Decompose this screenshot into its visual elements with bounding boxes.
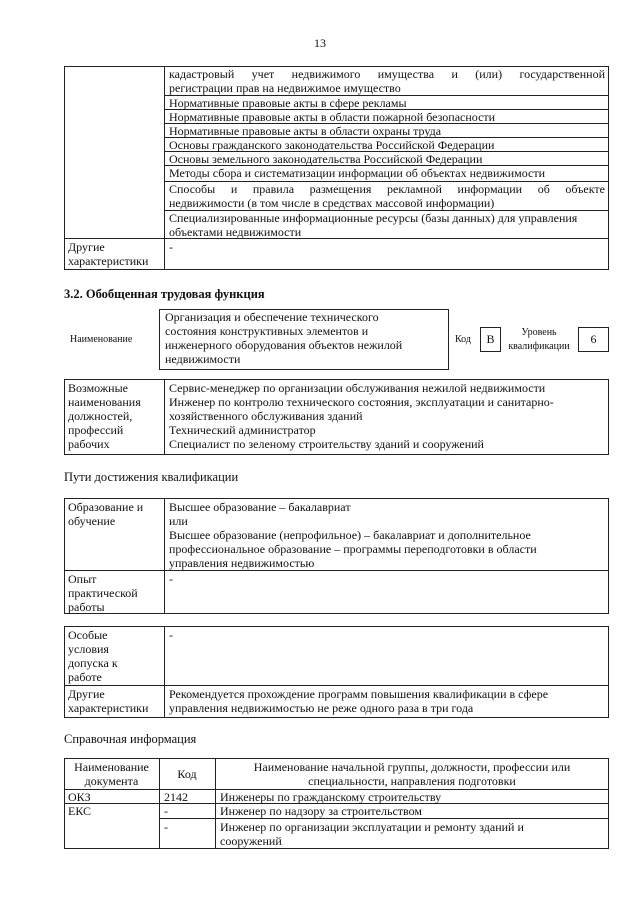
header-name: специальности, направления подготовки: [308, 774, 516, 788]
positions-label: профессий: [68, 423, 124, 437]
experience-label: Опыт: [68, 572, 97, 586]
qualification-paths-title: Пути достижения квалификации: [64, 470, 239, 484]
header-code: Код: [177, 767, 197, 781]
name-label: Наименование: [70, 334, 133, 345]
position-item: Специалист по зеленому строительству зданий и сооружений: [169, 437, 484, 451]
admission-label: допуска к: [68, 656, 118, 670]
education-line: Высшее образование (непрофильное) – бакалавриат и дополнительное: [169, 528, 531, 542]
level-label: Уровень: [521, 327, 557, 338]
header-name: Наименование начальной группы, должности, профессии или: [253, 760, 571, 774]
reference-title: Справочная информация: [64, 732, 197, 746]
other-characteristics-label: характеристики: [68, 701, 149, 715]
function-name-line: инженерного оборудования объектов нежилой: [165, 338, 403, 352]
code-value: B: [480, 327, 501, 352]
level-label: квалификации: [508, 341, 570, 352]
education-label: Образование и: [68, 500, 144, 514]
code-label: Код: [455, 334, 471, 345]
admission-label: условия: [68, 642, 109, 656]
row-document: ОКЗ: [68, 790, 91, 804]
function-name-line: недвижимости: [165, 352, 241, 366]
positions-label: должностей,: [68, 409, 133, 423]
experience-label: работы: [68, 600, 105, 614]
position-item: хозяйственного обслуживания зданий: [169, 409, 363, 423]
knowledge-item: кадастровый учет недвижимого имущества и (или) государственной: [169, 67, 605, 81]
row-code: 2142: [164, 790, 188, 804]
row-code: -: [164, 820, 168, 834]
education-line: или: [169, 514, 188, 528]
knowledge-item: Нормативные правовые акты в области пожарной безопасности: [169, 110, 496, 124]
other-characteristics-value: Рекомендуется прохождение программ повышения квалификации в сфере: [169, 687, 549, 701]
knowledge-item: Нормативные правовые акты в сфере рекламы: [169, 96, 407, 110]
education-label: обучение: [68, 514, 116, 528]
education-line: Высшее образование – бакалавриат: [169, 500, 351, 514]
knowledge-item: Способы и правила размещения рекламной информации об объекте: [169, 182, 605, 196]
header-document: документа: [84, 774, 139, 788]
position-item: Технический администратор: [169, 423, 316, 437]
header-document: Наименование: [74, 760, 149, 774]
other-characteristics-label: характеристики: [68, 254, 149, 268]
row-document: ЕКС: [68, 804, 92, 818]
row-name: сооружений: [220, 834, 282, 848]
knowledge-item: недвижимости (в том числе в средствах массовой информации): [169, 196, 495, 210]
admission-value: -: [169, 628, 173, 642]
position-item: Инженер по контролю технического состояния, эксплуатации и санитарно-: [169, 395, 554, 409]
other-characteristics-value: управления недвижимостью не реже одного раза в три года: [169, 701, 474, 715]
experience-label: практической: [68, 586, 138, 600]
positions-label: рабочих: [68, 437, 110, 451]
knowledge-item: Специализированные информационные ресурсы (базы данных) для управления: [169, 211, 578, 225]
level-value: 6: [578, 327, 609, 352]
knowledge-item: Основы гражданского законодательства Российской Федерации: [169, 138, 495, 152]
education-line: профессиональное образование – программы переподготовки в области: [169, 542, 537, 556]
row-name: Инженер по надзору за строительством: [220, 804, 422, 818]
function-name-line: состояния конструктивных элементов и: [165, 324, 369, 338]
other-characteristics-label: Другие: [68, 240, 105, 254]
admission-label: Особые: [68, 628, 108, 642]
page-number: 13: [314, 36, 326, 50]
positions-label: Возможные: [68, 381, 128, 395]
function-name-line: Организация и обеспечение технического: [165, 310, 379, 324]
admission-label: работе: [68, 670, 102, 684]
row-name: Инженер по организации эксплуатации и ремонту зданий и: [220, 820, 524, 834]
education-line: управления недвижимостью: [169, 556, 315, 570]
other-characteristics-value: -: [169, 240, 173, 254]
knowledge-item: объектами недвижимости: [169, 225, 302, 239]
knowledge-item: Методы сбора и систематизации информации об объектах недвижимости: [169, 166, 545, 180]
knowledge-item: Нормативные правовые акты в области охраны труда: [169, 124, 442, 138]
section-title: 3.2. Обобщенная трудовая функция: [64, 287, 265, 301]
positions-label: наименования: [68, 395, 141, 409]
row-name: Инженеры по гражданскому строительству: [220, 790, 442, 804]
knowledge-item: регистрации прав на недвижимое имущество: [169, 81, 401, 95]
knowledge-item: Основы земельного законодательства Российской Федерации: [169, 152, 483, 166]
row-code: -: [164, 804, 168, 818]
experience-value: -: [169, 572, 173, 586]
position-item: Сервис-менеджер по организации обслуживания нежилой недвижимости: [169, 381, 546, 395]
other-characteristics-label: Другие: [68, 687, 105, 701]
